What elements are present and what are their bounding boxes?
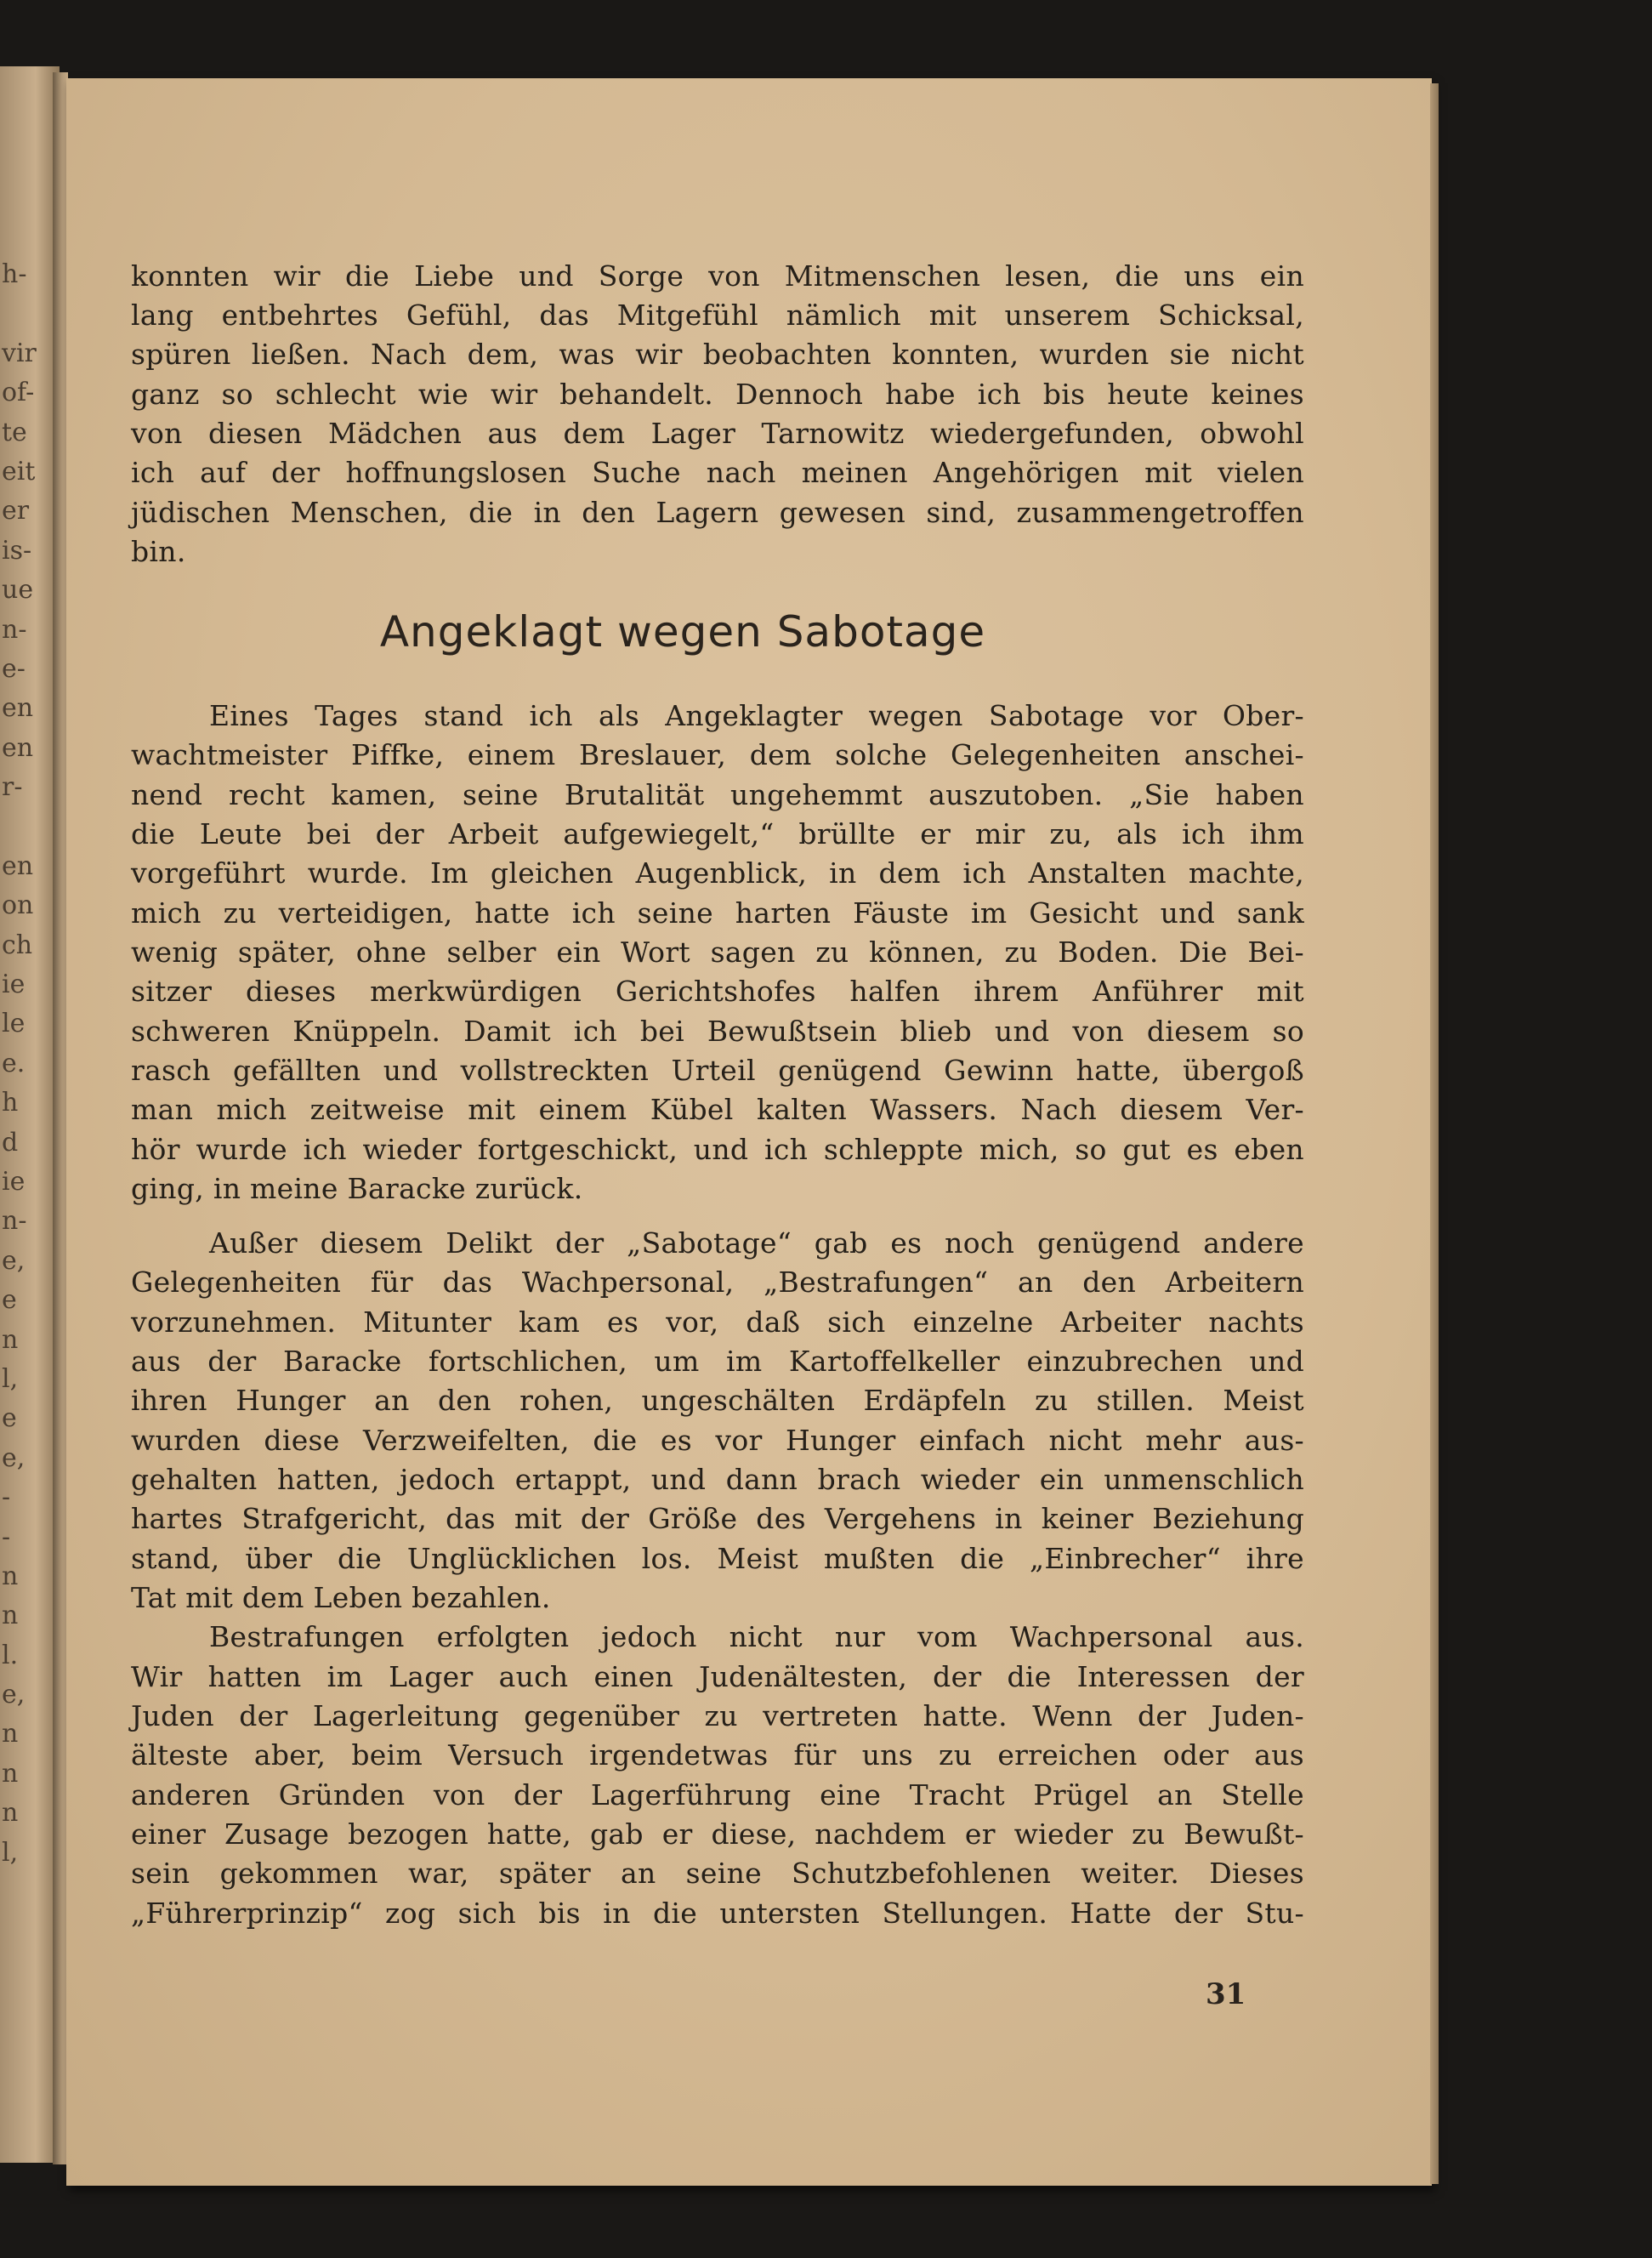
text-line: vorzunehmen. Mitunter kam es vor, daß sich einzelne Arbeiter nachts (131, 1305, 1304, 1339)
text-line: gehalten hatten, jedoch ertappt, und dann brach wieder ein unmenschlich (131, 1463, 1304, 1496)
text-line: vorgeführt wurde. Im gleichen Augenblick, in dem ich Anstalten machte, (131, 856, 1304, 890)
left-page-fragment: - (2, 1482, 11, 1513)
book-page (66, 78, 1432, 2186)
left-page-fragment: ue (2, 575, 34, 606)
text-line: nend recht kamen, seine Brutalität ungehemmt auszutoben. „Sie haben (131, 778, 1304, 811)
text-line: „Führerprinzip“ zog sich bis in die untersten Stellungen. Hatte der Stu- (131, 1897, 1304, 1930)
text-line: ging, in meine Baracke zurück. (131, 1172, 583, 1205)
left-page-fragment: e. (2, 1048, 26, 1078)
left-page-fragment: n (2, 1561, 19, 1591)
left-page-fragment: n (2, 1324, 19, 1355)
left-page-fragment: h- (2, 259, 27, 289)
text-line: einer Zusage bezogen hatte, gab er diese, nachdem er wieder zu Bewußt- (131, 1817, 1304, 1851)
text-line: mich zu verteidigen, hatte ich seine harten Fäuste im Gesicht und sank (131, 896, 1304, 930)
left-page-fragment: n (2, 1719, 19, 1749)
left-page-fragment (0, 294, 60, 333)
section-heading: Angeklagt wegen Sabotage (379, 607, 986, 657)
left-page-fragment: ie (2, 1166, 26, 1197)
left-page-fragment: eit (2, 456, 36, 486)
text-line: rasch gefällten und vollstreckten Urteil genügend Gewinn hatte, übergoß (131, 1054, 1304, 1087)
text-line: man mich zeitweise mit einem Kübel kalten Wassers. Nach diesem Ver- (131, 1093, 1304, 1126)
page-number: 31 (1206, 1977, 1246, 2011)
left-page-fragment: l. (2, 1640, 19, 1670)
left-page-fragment: n- (2, 1206, 27, 1237)
left-page-fragment: le (2, 1009, 26, 1039)
left-page-fragment: ch (2, 930, 33, 960)
left-page-fragment: l, (2, 1363, 19, 1394)
left-page-fragment: en (2, 732, 34, 763)
left-page-fragment: te (2, 417, 27, 447)
left-page-fragment: e, (2, 1245, 26, 1276)
text-line: konnten wir die Liebe und Sorge von Mitmenschen lesen, die uns ein (131, 259, 1304, 293)
left-page-fragment: vir (2, 338, 37, 368)
text-line: lang entbehrtes Gefühl, das Mitgefühl nämlich mit unserem Schicksal, (131, 299, 1304, 332)
text-line: Bestrafungen erfolgten jedoch nicht nur vom Wachpersonal aus. (209, 1620, 1304, 1653)
text-line: schweren Knüppeln. Damit ich bei Bewußtsein blieb und von diesem so (131, 1015, 1304, 1048)
text-line: bin. (131, 535, 186, 568)
text-line: wachtmeister Piffke, einem Breslauer, dem solche Gelegenheiten anschei- (131, 738, 1304, 771)
text-line: Außer diesem Delikt der „Sabotage“ gab es noch genügend andere (209, 1226, 1304, 1260)
text-line: jüdischen Menschen, die in den Lagern gewesen sind, zusammengetroffen (131, 496, 1304, 529)
left-page-fragment: h (2, 1088, 19, 1118)
left-page-fragment: ie (2, 970, 26, 1000)
left-page-fragment: r- (2, 772, 23, 803)
left-page-fragment: e- (2, 653, 26, 684)
left-page-fragment: e, (2, 1442, 26, 1473)
left-page-fragment: en (2, 850, 34, 881)
text-line: wenig später, ohne selber ein Wort sagen zu können, zu Boden. Die Bei- (131, 936, 1304, 969)
text-line: stand, über die Unglücklichen los. Meist mußten die „Einbrecher“ ihre (131, 1542, 1304, 1575)
text-line: sein gekommen war, später an seine Schutzbefohlenen weiter. Dieses (131, 1857, 1304, 1890)
left-page-text-fragments (0, 255, 60, 1873)
text-line: spüren ließen. Nach dem, was wir beobachten konnten, wurden sie nicht (131, 338, 1304, 371)
left-page-fragment: of- (2, 378, 35, 408)
text-line: sitzer dieses merkwürdigen Gerichtshofes halfen ihrem Anführer mit (131, 975, 1304, 1008)
left-page-fragment: n (2, 1798, 19, 1829)
text-line: älteste aber, beim Versuch irgendetwas für uns zu erreichen oder aus (131, 1738, 1304, 1772)
left-page-fragment: en (2, 693, 34, 724)
text-line: von diesen Mädchen aus dem Lager Tarnowitz wiedergefunden, obwohl (131, 417, 1304, 450)
text-line: ich auf der hoffnungslosen Suche nach meinen Angehörigen mit vielen (131, 456, 1304, 489)
text-line: ganz so schlecht wie wir behandelt. Dennoch habe ich bis heute keines (131, 378, 1304, 411)
left-page-fragment: is- (2, 535, 32, 566)
text-line: anderen Gründen von der Lagerführung eine Tracht Prügel an Stelle (131, 1778, 1304, 1812)
left-page-fragment: l, (2, 1837, 19, 1868)
text-line: Juden der Lagerleitung gegenüber zu vertreten hatte. Wenn der Juden- (131, 1699, 1304, 1732)
left-page-fragment: e (2, 1285, 17, 1316)
left-page-fragment: e (2, 1403, 17, 1434)
page-edge (1430, 83, 1439, 2184)
text-line: Wir hatten im Lager auch einen Judenältesten, der die Interessen der (131, 1660, 1304, 1693)
left-page-fragment: n (2, 1601, 19, 1631)
left-page-fragment (0, 807, 60, 846)
left-page-fragment: n (2, 1758, 19, 1789)
left-page-fragment: d (2, 1127, 19, 1157)
text-line: ihren Hunger an den rohen, ungeschälten Erdäpfeln zu stillen. Meist (131, 1384, 1304, 1417)
left-page-fragment: e, (2, 1680, 26, 1710)
left-page-fragment: - (2, 1521, 11, 1552)
text-line: die Leute bei der Arbeit aufgewiegelt,“ brüllte er mir zu, als ich ihm (131, 817, 1304, 850)
text-line: aus der Baracke fortschlichen, um im Kartoffelkeller einzubrechen und (131, 1345, 1304, 1378)
text-line: Gelegenheiten für das Wachpersonal, „Bestrafungen“ an den Arbeitern (131, 1266, 1304, 1299)
left-page-fragment: n- (2, 614, 27, 645)
text-line: hör wurde ich wieder fortgeschickt, und ich schleppte mich, so gut es eben (131, 1133, 1304, 1166)
left-page-fragment: er (2, 496, 30, 526)
text-line: wurden diese Verzweifelten, die es vor Hunger einfach nicht mehr aus- (131, 1424, 1304, 1457)
text-line: Eines Tages stand ich als Angeklagter wegen Sabotage vor Ober- (209, 699, 1304, 732)
text-line: Tat mit dem Leben bezahlen. (131, 1581, 551, 1614)
left-page-fragment: on (2, 890, 34, 921)
text-line: hartes Strafgericht, das mit der Größe des Vergehens in keiner Beziehung (131, 1502, 1304, 1535)
